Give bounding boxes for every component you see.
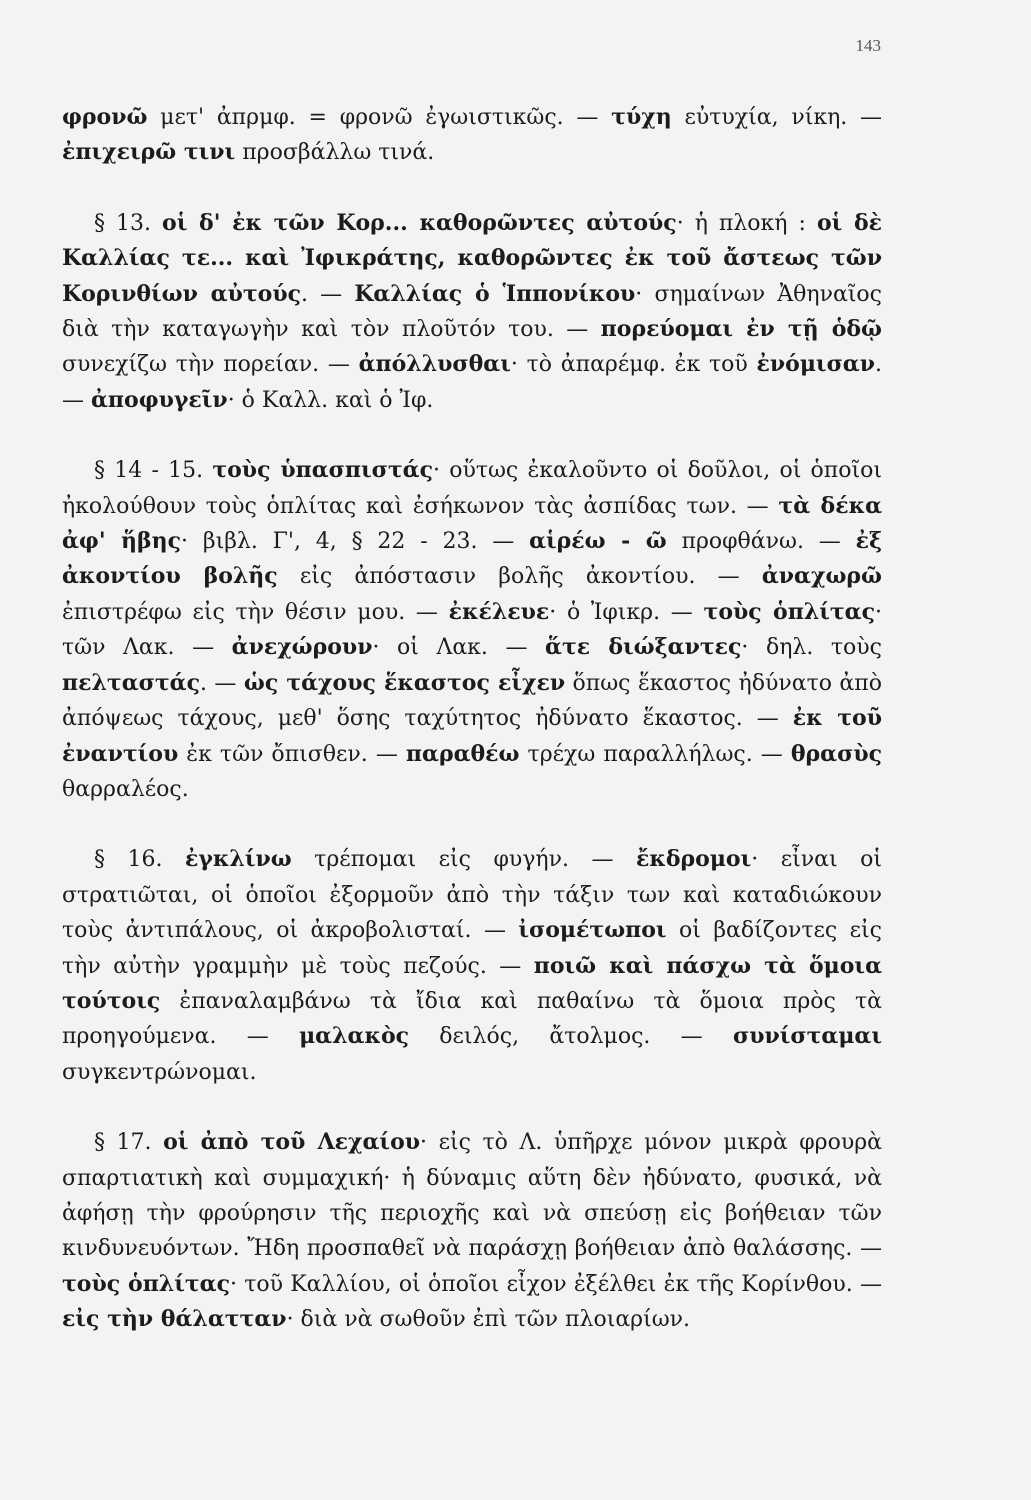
gloss-text: τρέπομαι εἰς φυγήν. —	[291, 847, 636, 873]
gloss-text: · διὰ νὰ σωθοῦν ἐπὶ τῶν πλοιαρίων.	[286, 1307, 691, 1333]
gloss-text: . —	[62, 352, 882, 413]
page-number: 143	[855, 36, 881, 55]
gloss-text: · εἶναι οἱ στρατιῶται, οἱ ὁποῖοι ἐξορμοῦν ἀπὸ τὴν τάξιν των καὶ καταδιώκουν τοὺς ἀντιπάλους, οἱ ἀκροβολισταί. —	[62, 847, 882, 944]
headword: οἱ δὲ Καλλίας τε... καὶ Ἰφικράτης, καθορῶντες ἐκ τοῦ ἄστεως τῶν Κορινθίων αὐτούς	[62, 209, 882, 307]
paragraph-s14	[62, 453, 882, 807]
gloss-text: ἐπιστρέφω εἰς τὴν θέσιν μου. —	[62, 599, 449, 625]
paragraph-s17	[62, 1125, 882, 1337]
headword: τὰ δέκα ἀφ' ἥβης	[62, 492, 883, 555]
gloss-text: θαρραλέος.	[62, 776, 189, 802]
headword: ἐξ ἀκοντίου βολῆς	[62, 528, 882, 590]
headword: εἰς τὴν θάλατταν	[62, 1306, 287, 1333]
gloss-text: δειλός, ἄτολμος. —	[409, 1024, 733, 1050]
headword: ἀνεχώρουν	[231, 634, 373, 661]
paragraph-gap	[62, 171, 882, 206]
gloss-text: ἐκ τῶν ὄπισθεν. —	[178, 741, 406, 767]
headword: θρασὺς	[790, 740, 882, 767]
headword: ἀπόλλυσθαι	[358, 351, 511, 378]
text-body	[62, 100, 882, 1338]
gloss-text: · εἰς τὸ Λ. ὑπῆρχε μόνον μικρὰ φρουρὰ σπαρτιατικὴ καὶ συμμαχική· ἡ δύναμις αὕτη δὲν ἠδύνατο, φυσικά, νὰ ἀφήσῃ τὴν φρούρησιν τῆς περιοχῆς καὶ νὰ σπεύσῃ εἰς βοήθειαν τῶν κινδυνευόντων. Ἤδη προσπαθεῖ νὰ παράσχῃ βοήθειαν ἀπὸ θαλάσσης. —	[62, 1130, 883, 1262]
gloss-text: · τῶν Λακ. —	[62, 599, 882, 661]
headword: ἅτε διώξαντες	[545, 634, 742, 661]
headword: ἔκδρομοι	[635, 846, 752, 873]
paragraph-gap	[62, 807, 882, 842]
gloss-text: · οὕτως ἐκαλοῦντο οἱ δοῦλοι, οἱ ὁποῖοι ἠκολούθουν τοὺς ὁπλίτας καὶ ἐσήκωνον τὰς ἀσπίδας των. —	[62, 458, 883, 519]
gloss-text: · τοῦ Καλλίου, οἱ ὁποῖοι εἶχον ἐξέλθει ἐκ τῆς Κορίνθου. —	[230, 1271, 883, 1297]
gloss-text: . —	[301, 281, 355, 307]
gloss-text: συγκεντρώνομαι.	[62, 1059, 257, 1085]
gloss-text: · βιβλ. Γ', 4, § 22 - 23. —	[181, 529, 530, 555]
headword: ποιῶ καὶ πάσχω τὰ ὅμοια τούτοις	[62, 952, 882, 1014]
paragraph-gap	[62, 1090, 882, 1125]
paragraph-intro	[62, 100, 882, 171]
paragraph-gap	[62, 418, 882, 453]
gloss-text: § 13.	[94, 210, 163, 236]
headword: οἱ δ' ἐκ τῶν Κορ... καθορῶντες αὐτούς	[162, 209, 677, 236]
gloss-text: προφθάνω. —	[666, 529, 856, 555]
gloss-text: συνεχίζω τὴν πορείαν. —	[62, 352, 359, 378]
gloss-text: . —	[199, 670, 244, 696]
gloss-text: εἰς ἀπόστασιν βολῆς ἀκοντίου. —	[277, 564, 762, 590]
gloss-text: · δηλ. τοὺς	[741, 635, 882, 661]
gloss-text: · οἱ Λακ. —	[372, 635, 546, 661]
headword: ἐκ τοῦ ἐναντίου	[62, 705, 882, 767]
headword: ἀναχωρῶ	[761, 563, 882, 590]
headword: πορεύομαι ἐν τῇ ὁδῷ	[600, 316, 882, 343]
headword: τοὺς ὁπλίτας	[703, 598, 875, 625]
gloss-text: · ἡ πλοκή :	[676, 210, 817, 236]
headword: μαλακὸς	[299, 1023, 410, 1050]
headword: ἐνόμισαν	[756, 351, 875, 378]
gloss-text: ὅπως ἕκαστος ἠδύνατο ἀπὸ ἀπόψεως τάχους, μεθ' ὅσης ταχύτητος ἠδύνατο ἕκαστος. —	[62, 670, 882, 732]
paragraph-s16	[62, 842, 882, 1090]
gloss-text: · ὁ Καλλ. καὶ ὁ Ἰφ.	[227, 387, 434, 413]
gloss-text: μετ' ἀπρμφ. = φρονῶ ἐγωιστικῶς. —	[147, 105, 612, 130]
headword: τύχη	[611, 104, 672, 130]
headword: ἀποφυγεῖν	[91, 386, 228, 413]
headword: ἰσομέτωποι	[518, 917, 667, 944]
headword: Καλλίας ὁ Ἱππονίκου	[354, 280, 636, 307]
headword: οἱ ἀπὸ τοῦ Λεχαίου	[163, 1129, 421, 1156]
gloss-text: προσβάλλω τινά.	[235, 140, 435, 166]
headword: τοὺς ὁπλίτας	[62, 1270, 231, 1297]
gloss-text: · ὁ Ἰφικρ. —	[549, 599, 704, 625]
headword: τοὺς ὑπασπιστάς	[212, 457, 433, 484]
headword: φρονῶ	[62, 104, 148, 130]
headword: ἐγκλίνω	[185, 846, 292, 873]
headword: αἱρέω - ῶ	[529, 528, 667, 555]
paragraph-s13	[62, 206, 882, 418]
gloss-text: εὐτυχία, νίκη. —	[671, 105, 882, 130]
headword: παραθέω	[405, 740, 520, 767]
headword: ἐκέλευε	[448, 598, 550, 625]
headword: πελταστάς	[62, 669, 200, 696]
gloss-text: § 17.	[94, 1130, 164, 1156]
gloss-text: · σημαίνων Ἀθηναῖος διὰ τὴν καταγωγὴν καὶ τὸν πλοῦτόν του. —	[62, 281, 882, 343]
gloss-text: ἐπαναλαμβάνω τὰ ἴδια καὶ παθαίνω τὰ ὅμοια πρὸς τὰ προηγούμενα. —	[62, 988, 882, 1050]
headword: ἐπιχειρῶ τινι	[62, 139, 236, 166]
gloss-text: οἱ βαδίζοντες εἰς τὴν αὐτὴν γραμμὴν μὲ τοὺς πεζούς. —	[62, 918, 883, 979]
gloss-text: § 14 - 15.	[94, 458, 213, 484]
gloss-text: § 16.	[94, 847, 185, 873]
headword: συνίσταμαι	[732, 1023, 882, 1050]
gloss-text: τρέχω παραλλήλως. —	[519, 741, 791, 767]
gloss-text: · τὸ ἀπαρέμφ. ἐκ τοῦ	[510, 352, 757, 378]
headword: ὡς τάχους ἕκαστος εἶχεν	[243, 669, 566, 696]
